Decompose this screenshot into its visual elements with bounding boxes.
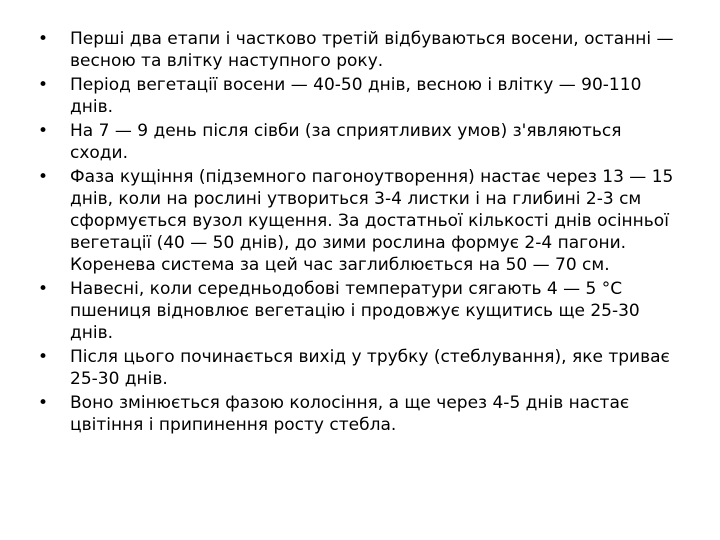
list-item-text: Навесні, коли середньодобові температури сягають 4 — 5 °С пшениця відновлює вегетацію і продовжує кущитись ще 25-30 днів. [70,279,640,343]
bullet-icon: • [38,75,49,95]
list-item [38,278,678,344]
list-item [38,120,678,164]
list-item-text: Перші два етапи і частково третій відбуваються восени, останні — весною та влітку наступного року. [70,29,674,71]
list-item-text: Період вегетації восени — 40-50 днів, весною і влітку — 90-110 днів. [70,75,642,117]
bullet-icon: • [38,279,49,299]
list-item-text: Фаза кущіння (підземного пагоноутворення) настає через 13 — 15 днів, коли на рослині утвориться 3-4 листки і на глибині 2-3 см сформується вузол кущення. За достатньої кількості днів осінньої вегетації (40 — 50 днів), до зими рослина формує 2-4 пагони. Коренева система за цей час заглиблюється на 50 — 70 см. [70,167,674,275]
list-item [38,346,678,390]
list-item [38,74,678,118]
list-item [38,28,678,72]
bullet-icon: • [38,347,49,367]
bullet-icon: • [38,29,49,49]
list-item-text: Після цього починається вихід у трубку (стеблування), яке триває 25-30 днів. [70,347,670,389]
bullet-icon: • [38,121,49,141]
bullet-icon: • [38,167,49,187]
list-item-text: Воно змінюється фазою колосіння, а ще через 4-5 днів настає цвітіння і припинення росту стебла. [70,393,630,435]
list-item [38,392,678,436]
list-item [38,166,678,276]
list-item-text: На 7 — 9 день після сівби (за сприятливих умов) з'являються сходи. [70,121,622,163]
bullet-list [38,28,678,438]
bullet-icon: • [38,393,49,413]
